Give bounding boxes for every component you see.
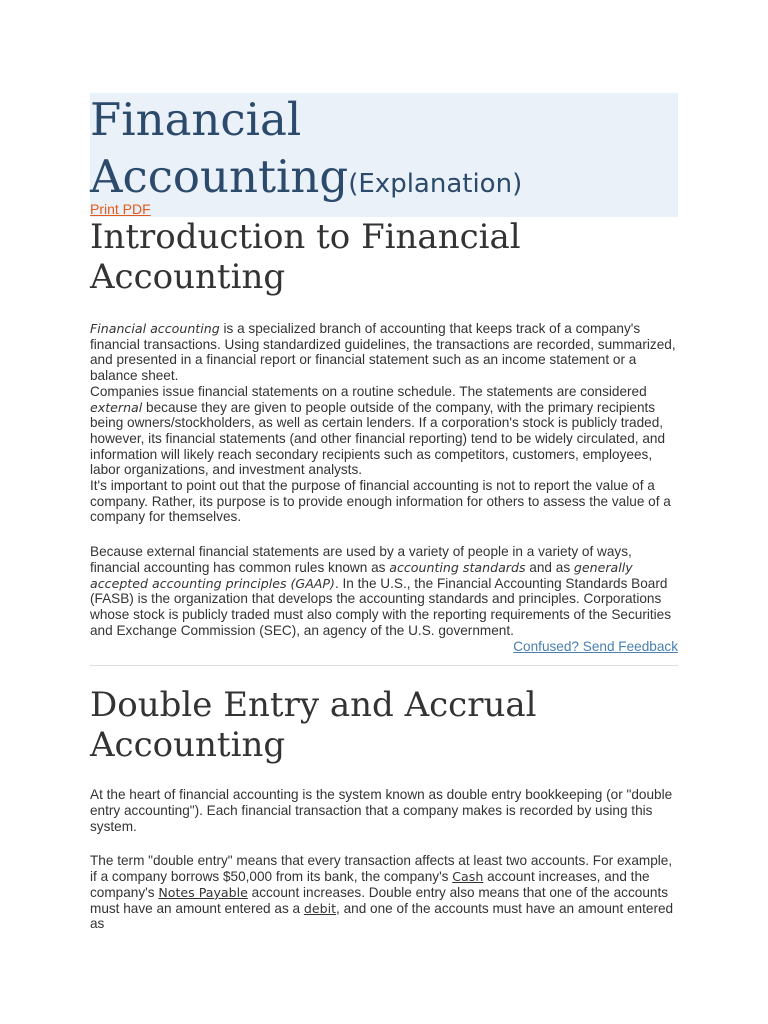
emphasis-accounting-standards: accounting standards [389, 559, 526, 575]
emphasis-gaap: generally accepted accounting principles (GAAP) [90, 559, 633, 591]
intro-paragraph-2: Companies issue financial statements on a routine schedule. The statements are considered external because they are given to people outside of the company, with the primary recipients being owners/stockholders, as well as certain lenders. If a corporation's stock is publicly traded, however, its financial statements (and other financial reporting) tend to be widely circulated, and information will likely reach secondary recipients such as competitors, customers, employees, labor organizations, and investment analysts. [90, 383, 666, 478]
intro-paragraph-4: Because external financial statements are used by a variety of people in a variety of ways, financial accounting has common rules known as accounting standards and as generally accepted accounting principles (GAAP). In the U.S., the Financial Accounting Standards Board (FASB) is the organization that develops the accounting standards and principles. Corporations whose stock is publicly traded must also comply with the reporting requirements of the Securities and Exchange Commission (SEC), an agency of the U.S. government. [90, 544, 672, 638]
emphasis-financial-accounting: Financial accounting [90, 321, 220, 336]
intro-paragraph-1: Financial accounting is a specialized branch of accounting that keeps track of a company's financial transactions. Using standardized guidelines, the transactions are recorded, summarized, and presented in a financial report or financial statement such as an income statement or a balance sheet. [90, 321, 676, 384]
notes-payable-term-link[interactable]: Notes Payable [158, 884, 248, 900]
feedback-row [90, 638, 678, 655]
page-subtitle: (Explanation) [348, 169, 523, 199]
section-divider [90, 665, 678, 666]
page-title [90, 91, 678, 213]
cash-term-link[interactable]: Cash [452, 869, 484, 885]
double-entry-paragraph-2: The term "double entry" means that every transaction affects at least two accounts. For example, if a company borrows $50,000 from its bank, the company's Cash account increases, and the company's Notes Payable account increases. Double entry also means that one of the accounts must have an amount entered as a debit, and one of the accounts must have an amount entered as [90, 853, 674, 932]
intro-heading: Introduction to Financial Accounting [90, 217, 521, 297]
title-banner [90, 93, 678, 217]
print-pdf-link[interactable]: Print PDF [90, 201, 151, 217]
debit-term-link[interactable]: debit [303, 900, 337, 916]
double-entry-heading: Double Entry and Accrual Accounting [90, 685, 537, 766]
intro-paragraph-3: It's important to point out that the purpose of financial accounting is not to report the value of a company. Rather, its purpose is to provide enough information for others to assess the value of a company for themselves. [90, 478, 671, 525]
send-feedback-link[interactable]: Confused? Send Feedback [513, 639, 678, 655]
page-title-text: Financial Accounting [90, 93, 349, 203]
emphasis-external: external [90, 399, 143, 415]
double-entry-paragraph-1: At the heart of financial accounting is the system known as double entry bookkeeping (or "double entry accounting"). Each financial transaction that a company makes is recorded by using this system. [90, 787, 673, 834]
article [90, 93, 678, 932]
